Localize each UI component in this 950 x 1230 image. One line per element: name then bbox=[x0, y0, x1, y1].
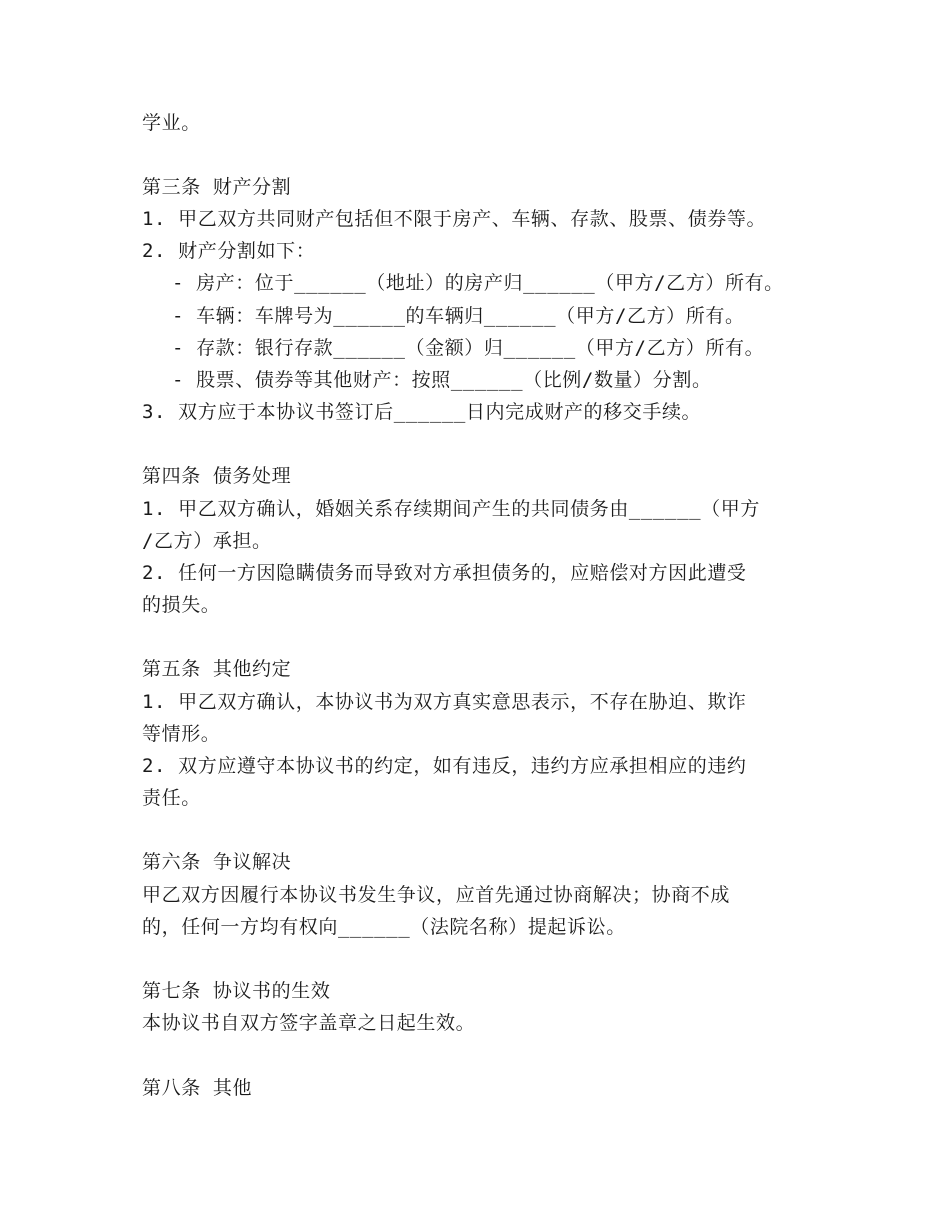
sub-list-item: - 车辆：车牌号为______的车辆归______（甲方/乙方）所有。 bbox=[172, 305, 745, 327]
section-heading: 第五条 其他约定 bbox=[142, 658, 292, 680]
text-line: 等情形。 bbox=[142, 723, 221, 745]
text-line: 学业。 bbox=[142, 112, 201, 134]
list-item: 1. 甲乙双方确认，婚姻关系存续期间产生的共同债务由______（甲方 bbox=[142, 498, 760, 520]
section-heading: 第四条 债务处理 bbox=[142, 465, 292, 487]
list-item: 2. 双方应遵守本协议书的约定，如有违反，违约方应承担相应的违约 bbox=[142, 755, 747, 777]
list-item: 1. 甲乙双方确认，本协议书为双方真实意思表示，不存在胁迫、欺诈 bbox=[142, 691, 747, 713]
section-heading: 第三条 财产分割 bbox=[142, 176, 292, 198]
section-heading: 第六条 争议解决 bbox=[142, 851, 292, 873]
text-line: 甲乙双方因履行本协议书发生争议，应首先通过协商解决；协商不成 bbox=[142, 884, 731, 906]
text-line: 的损失。 bbox=[142, 594, 221, 616]
list-item: 1. 甲乙双方共同财产包括但不限于房产、车辆、存款、股票、债券等。 bbox=[142, 208, 767, 230]
section-heading: 第八条 其他 bbox=[142, 1077, 253, 1099]
text-line: 本协议书自双方签字盖章之日起生效。 bbox=[142, 1012, 476, 1034]
sub-list-item: - 存款：银行存款______（金额）归______（甲方/乙方）所有。 bbox=[172, 337, 765, 359]
list-item: 2. 财产分割如下： bbox=[142, 240, 316, 262]
list-item: 2. 任何一方因隐瞒债务而导致对方承担债务的，应赔偿对方因此遭受 bbox=[142, 562, 747, 584]
sub-list-item: - 股票、债券等其他财产：按照______（比例/数量）分割。 bbox=[172, 369, 712, 391]
list-item: 3. 双方应于本协议书签订后______日内完成财产的移交手续。 bbox=[142, 401, 702, 423]
text-line: /乙方）承担。 bbox=[142, 530, 272, 552]
text-line: 的，任何一方均有权向______（法院名称）提起诉讼。 bbox=[142, 916, 626, 938]
section-heading: 第七条 协议书的生效 bbox=[142, 980, 331, 1002]
sub-list-item: - 房产：位于______（地址）的房产归______（甲方/乙方）所有。 bbox=[172, 272, 784, 294]
text-line: 责任。 bbox=[142, 787, 201, 809]
